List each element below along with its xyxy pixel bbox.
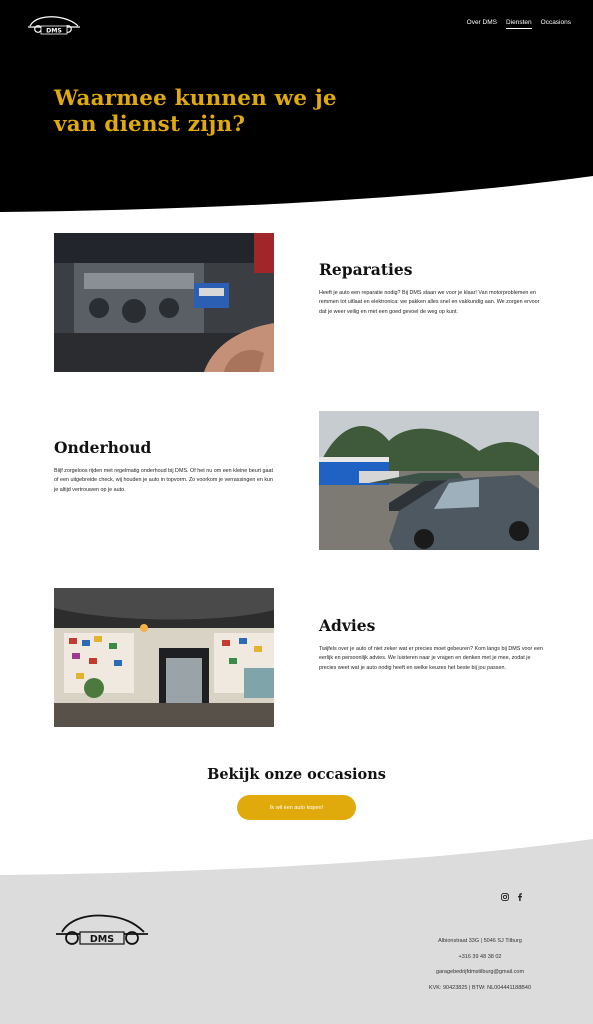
nav-occasions[interactable]: Occasions: [540, 19, 571, 26]
footer-phone[interactable]: +316 39 48 38 02: [458, 954, 502, 960]
page-title: [54, 86, 374, 138]
logo[interactable]: [24, 12, 84, 36]
occasions-title: Bekijk onze occasions: [207, 766, 386, 783]
footer-address: Albionstraat 33G | 5046 SJ Tilburg: [438, 938, 522, 944]
garage-interior-photo: [54, 588, 274, 727]
footer-registry: KVK: 90423825 | BTW: NL004441188B40: [428, 985, 532, 991]
service-text-reparaties: Heeft je auto een reparatie nodig? Bij DMS staan we voor je klaar! Van motorproblemen en remmen tot uitlaat en elektronica: we pakken alles snel en vakkundig aan. We zorgen ervoor dat je weer veilig en met een goed gevoel de weg op kunt.: [319, 290, 540, 315]
buy-car-button[interactable]: Ik wil een auto kopen!: [237, 795, 356, 820]
service-text-onderhoud: Blijf zorgeloos rijden met regelmatig onderhoud bij DMS. Of het nu om een kleine beurt gaat of een uitgebreide check, wij houden je auto in topvorm. Zo voorkom je verrassingen en kun je altijd vertrouwen op je auto.: [54, 468, 274, 493]
instagram-icon[interactable]: [501, 893, 509, 901]
car-lot-photo: [319, 411, 539, 550]
hero-curve-divider: [0, 170, 593, 220]
page-title-line1: Waarmee kunnen we je: [54, 86, 337, 111]
service-text-advies: Twijfels over je auto of niet zeker wat er precies moet gebeuren? Kom langs bij DMS voor een eerlijk en persoonlijk advies. We luisteren naar je vragen en denken met je mee, zodat je precies weet wat je auto nodig heeft en welke keuzes het beste bij jou passen.: [319, 646, 543, 671]
service-title-advies: Advies: [319, 616, 376, 635]
nav-diensten[interactable]: Diensten: [506, 19, 532, 29]
logo-text: DMS: [46, 27, 62, 35]
footer-logo-text: DMS: [89, 934, 115, 945]
footer-email[interactable]: garagebedrijfdmstilburg@gmail.com: [435, 969, 525, 975]
footer-logo[interactable]: [52, 908, 152, 950]
engine-repair-photo: [54, 233, 274, 372]
nav-over-dms[interactable]: Over DMS: [466, 19, 497, 26]
facebook-icon[interactable]: [516, 893, 524, 901]
service-title-reparaties: Reparaties: [319, 260, 413, 279]
service-title-onderhoud: Onderhoud: [54, 438, 152, 457]
main-nav: [467, 19, 571, 29]
social-links: [501, 893, 524, 901]
page-title-line2: van dienst zijn?: [54, 112, 246, 137]
